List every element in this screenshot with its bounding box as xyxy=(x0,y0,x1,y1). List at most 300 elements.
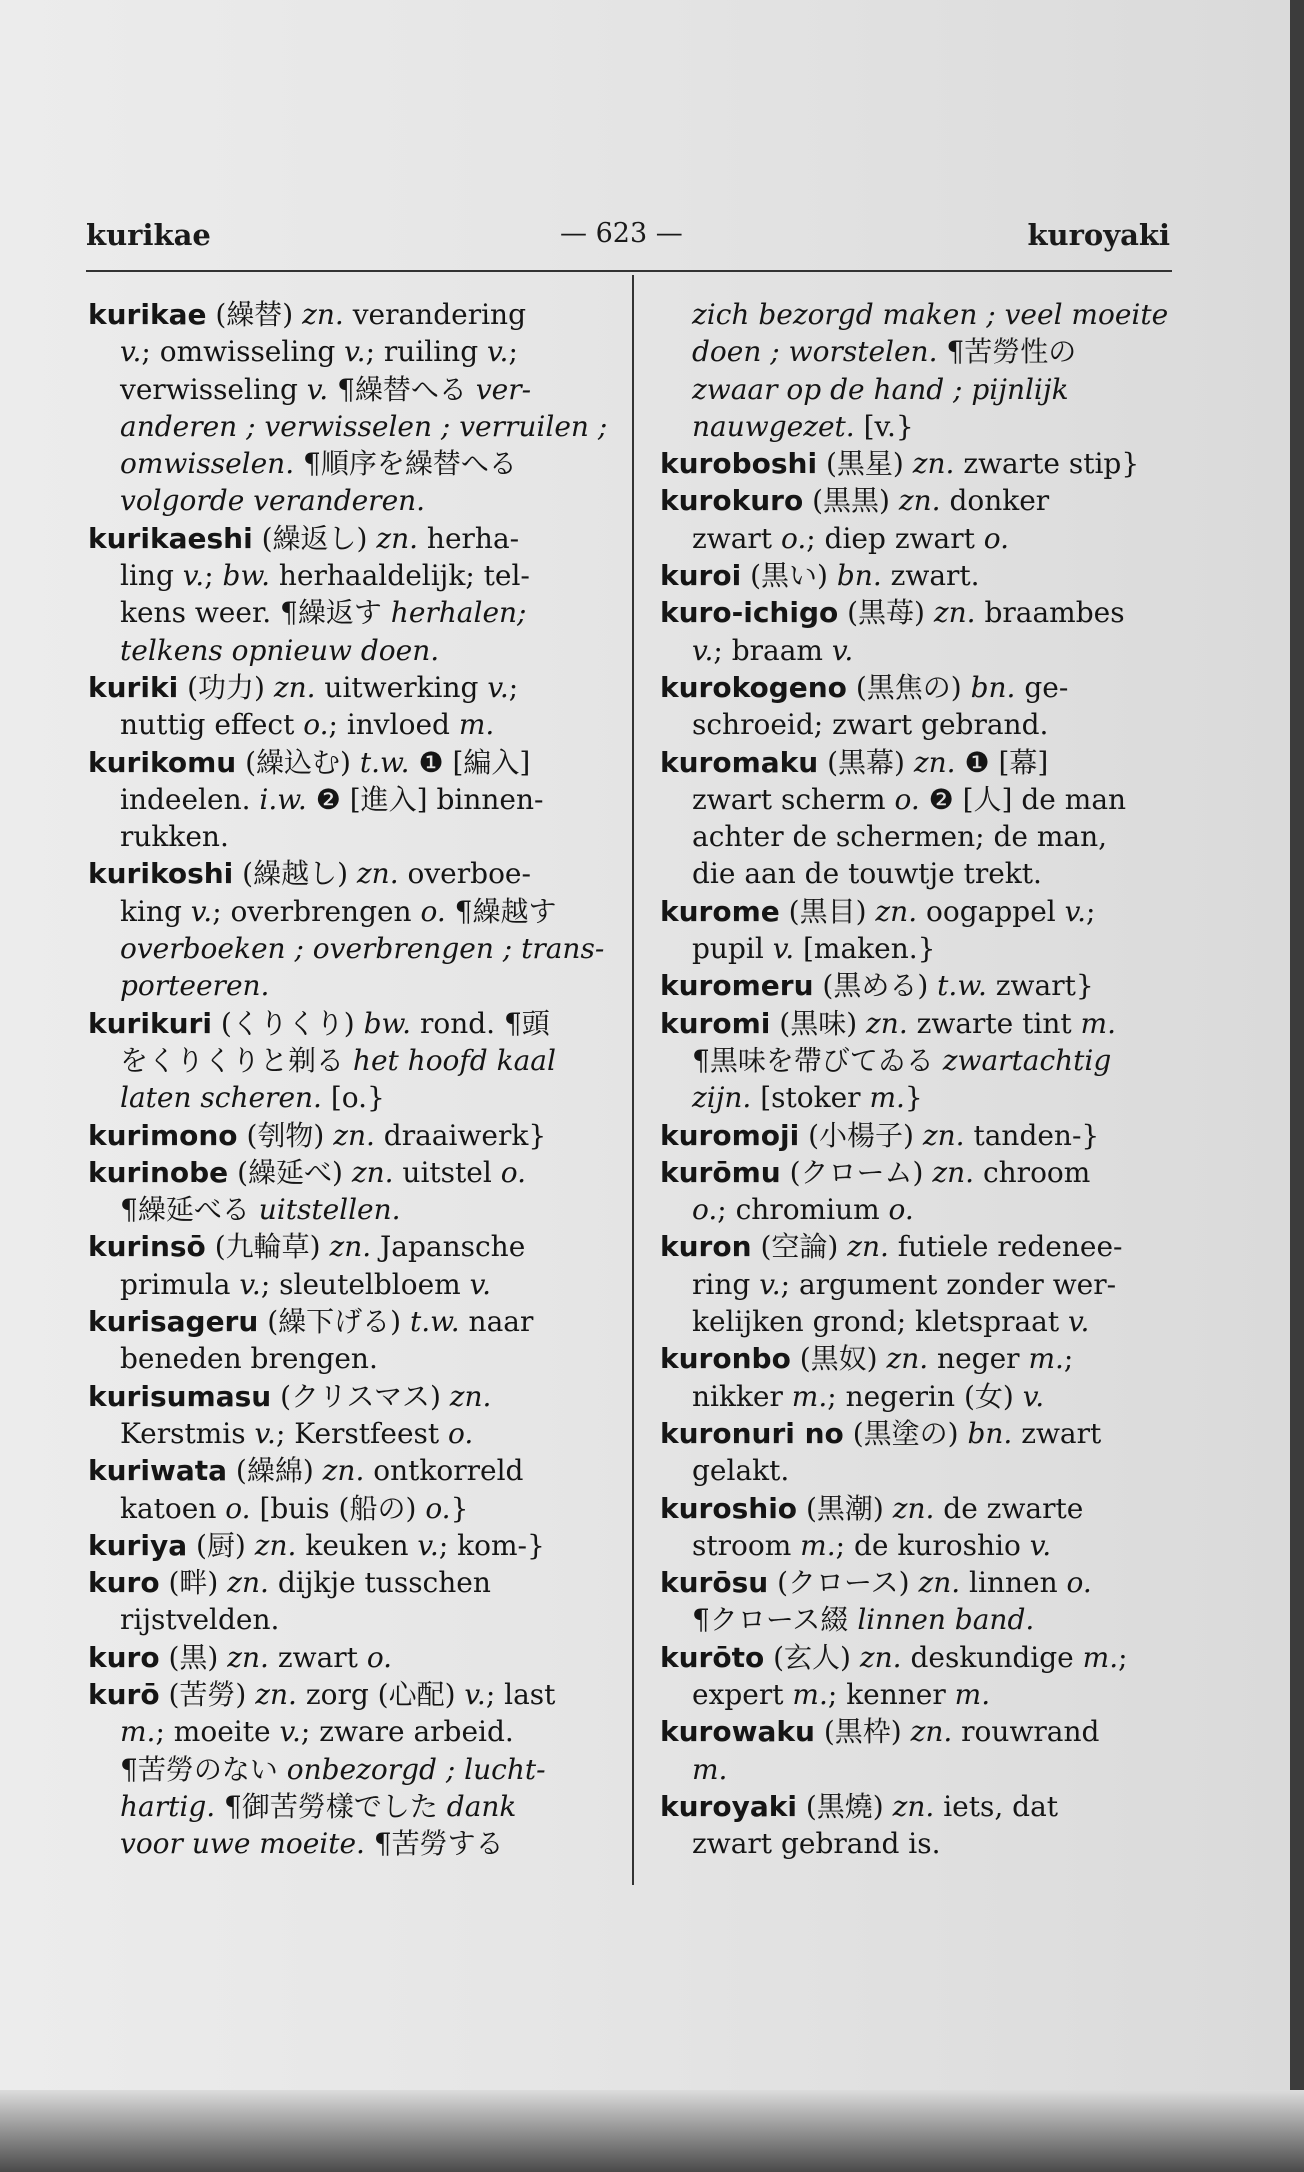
entry-text: chroom xyxy=(974,1155,1091,1189)
italic-text: m. xyxy=(458,708,495,742)
italic-text: bn. xyxy=(967,1416,1013,1450)
entry-text: (黒苺) xyxy=(838,596,934,630)
entry-text: ; overbrengen xyxy=(212,894,421,928)
entry-text: ❷ [進入] binnen- xyxy=(306,782,544,816)
entry-text: zwart scherm xyxy=(692,782,895,816)
italic-text: zn. xyxy=(847,1230,889,1264)
entry-text: (畔) xyxy=(159,1566,228,1600)
entry-text: ¶苦勞のない xyxy=(120,1752,287,1786)
headword: kurikuri xyxy=(88,1006,212,1040)
entry-text: herha- xyxy=(418,521,520,555)
entry-text: ¶クロース綴 xyxy=(692,1603,858,1637)
entry-continuation-line xyxy=(660,818,1180,855)
italic-text: t.w. xyxy=(359,745,410,779)
entry-continuation-line xyxy=(660,632,1180,669)
entry-text: ; braam xyxy=(713,633,832,667)
headword: kuriya xyxy=(88,1528,188,1562)
italic-text: v. xyxy=(831,633,854,667)
headword: kurikomu xyxy=(88,745,237,779)
italic-text: zn. xyxy=(866,1006,908,1040)
entry-text: zwarte stip} xyxy=(954,447,1140,481)
entry-text: expert xyxy=(692,1677,793,1711)
entry-continuation-line xyxy=(660,520,1180,557)
entry-text: (くりくり) xyxy=(211,1006,364,1040)
entry-text: zwart xyxy=(692,521,781,555)
right-column xyxy=(660,296,1180,1862)
headword: kuro xyxy=(88,1566,160,1600)
entry-text: (黒) xyxy=(159,1640,228,1674)
entry-text: ; xyxy=(1118,1640,1128,1674)
headword: kurikaeshi xyxy=(88,521,253,555)
entry-text: (黒星) xyxy=(817,447,913,481)
entry-continuation-line xyxy=(660,1303,1180,1340)
entry-line xyxy=(88,1005,613,1042)
entry-text: king xyxy=(120,894,191,928)
entry-text: ; xyxy=(508,670,519,704)
entry-text: (黒燒) xyxy=(796,1789,893,1823)
entry-text: ¶黒味を帶びてゐる xyxy=(692,1043,943,1077)
entry-line xyxy=(660,893,1180,930)
italic-text: zn. xyxy=(322,1454,365,1488)
italic-text: o. xyxy=(888,1193,914,1227)
entry-text: (繰延べ) xyxy=(228,1155,352,1189)
entry-text: ; xyxy=(508,335,518,369)
entry-text: nikker xyxy=(692,1379,792,1413)
entry-text: rouwrand xyxy=(952,1715,1100,1749)
entry-continuation-line xyxy=(88,1825,613,1862)
italic-text: omwisselen. xyxy=(120,447,295,481)
italic-text: het hoofd kaal xyxy=(352,1043,556,1077)
entry-text: (繰越し) xyxy=(233,857,357,891)
entry-line xyxy=(660,1154,1180,1191)
entry-text: (クリスマス) xyxy=(271,1379,450,1413)
entry-text: Kerstmis xyxy=(120,1416,255,1450)
entry-text: ¶繰越す xyxy=(445,894,557,928)
italic-text: m. xyxy=(869,1081,905,1115)
entry-text: katoen xyxy=(120,1491,226,1525)
headword: kurinobe xyxy=(88,1155,229,1189)
entry-text: ; ruiling xyxy=(365,335,488,369)
italic-text: v. xyxy=(772,932,795,966)
entry-text: neger xyxy=(928,1342,1029,1376)
entry-line xyxy=(660,1639,1180,1676)
entry-text: (黒黒) xyxy=(803,484,899,518)
entry-line xyxy=(660,1788,1180,1825)
headword: kurōmu xyxy=(660,1155,781,1189)
entry-continuation-line xyxy=(88,1042,613,1079)
entry-text: iets, dat xyxy=(934,1789,1059,1823)
entry-text: ; sleutelbloem xyxy=(260,1267,470,1301)
entry-continuation-line xyxy=(660,1266,1180,1303)
entry-text: uitwerking xyxy=(315,670,488,704)
entry-continuation-line xyxy=(660,408,1180,445)
italic-text: o. xyxy=(225,1491,251,1525)
entry-continuation-line xyxy=(660,1527,1180,1564)
entry-line xyxy=(660,1490,1180,1527)
entry-continuation-line xyxy=(660,855,1180,892)
italic-text: v. xyxy=(1064,894,1087,928)
entry-line xyxy=(88,520,613,557)
italic-text: o. xyxy=(303,708,329,742)
entry-text: (黒める) xyxy=(813,969,938,1003)
entry-continuation-line xyxy=(88,482,613,519)
entry-text: ; moeite xyxy=(155,1715,280,1749)
headword: kuronuri no xyxy=(660,1416,844,1450)
entry-continuation-line xyxy=(88,632,613,669)
entry-text: zwart} xyxy=(986,969,1094,1003)
entry-line xyxy=(660,967,1180,1004)
entry-continuation-line xyxy=(88,1266,613,1303)
entry-text: } xyxy=(450,1491,469,1525)
italic-text: zn. xyxy=(918,1566,961,1600)
italic-text: v. xyxy=(1022,1379,1045,1413)
page-number: — 623 — xyxy=(560,218,683,249)
entry-continuation-line xyxy=(88,1601,613,1638)
italic-text: v. xyxy=(1029,1528,1052,1562)
entry-text: (黒枠) xyxy=(814,1715,911,1749)
headword: kuromoji xyxy=(660,1118,800,1152)
entry-text: stroom xyxy=(692,1528,801,1562)
entry-text: nuttig effect xyxy=(120,708,304,742)
entry-line xyxy=(660,445,1180,482)
headword: kurokogeno xyxy=(660,670,847,704)
entry-text: ; argument zonder wer- xyxy=(780,1267,1117,1301)
entry-line xyxy=(660,1340,1180,1377)
entry-continuation-line xyxy=(88,1788,613,1825)
entry-line xyxy=(660,744,1180,781)
entry-text: (繰下げる) xyxy=(258,1305,410,1339)
entry-text: naar xyxy=(459,1305,534,1339)
entry-continuation-line xyxy=(660,1825,1180,1862)
entry-text: ; chromium xyxy=(717,1193,889,1227)
headword: kuron xyxy=(660,1230,752,1264)
entry-text: uitstel xyxy=(393,1155,501,1189)
headword: kurimono xyxy=(88,1118,238,1152)
italic-text: dank xyxy=(446,1789,517,1823)
headword: kuroboshi xyxy=(660,447,818,481)
entry-text: ¶御苦勞樣でした xyxy=(215,1789,447,1823)
entry-text: ; kenner xyxy=(827,1677,955,1711)
entry-text: [v.} xyxy=(854,409,914,443)
entry-line xyxy=(88,1117,613,1154)
entry-text: ❶ [編入] xyxy=(409,745,531,779)
entry-line xyxy=(88,1154,613,1191)
entry-text: braambes xyxy=(975,596,1125,630)
entry-continuation-line xyxy=(88,408,613,445)
italic-text: zn. xyxy=(227,1566,269,1600)
headword: kurikae xyxy=(88,298,207,331)
italic-text: zn. xyxy=(912,447,955,481)
italic-text: porteeren. xyxy=(120,969,270,1003)
entry-text: keuken xyxy=(296,1528,418,1562)
italic-text: hartig. xyxy=(120,1789,216,1823)
headword: kurisageru xyxy=(88,1305,259,1339)
header-last-word: kuroyaki xyxy=(1027,218,1170,252)
entry-text: [o.} xyxy=(321,1081,385,1115)
italic-text: o. xyxy=(780,521,807,555)
entry-text: kens weer. ¶繰返す xyxy=(120,596,391,630)
italic-text: bw. xyxy=(222,559,270,593)
entry-text: ; Kerstfeest xyxy=(275,1416,449,1450)
entry-continuation-line xyxy=(660,781,1180,818)
entry-text: verandering xyxy=(343,298,527,331)
italic-text: zn. xyxy=(356,857,399,891)
headword: kurome xyxy=(660,894,780,928)
entry-continuation-line xyxy=(88,781,613,818)
italic-text: zn. xyxy=(254,1528,297,1562)
headword: kurokuro xyxy=(660,484,804,518)
entry-text: ring xyxy=(692,1267,760,1301)
italic-text: m. xyxy=(954,1677,991,1711)
entry-text: (黒目) xyxy=(779,894,876,928)
entry-text: donker xyxy=(940,484,1050,518)
entry-continuation-line xyxy=(660,333,1180,370)
italic-text: v. xyxy=(692,633,714,667)
headword: kurō xyxy=(88,1677,160,1711)
italic-text: v. xyxy=(487,335,509,369)
entry-continuation-line xyxy=(660,1751,1180,1788)
entry-text: ¶順序を繰替へる xyxy=(294,447,517,481)
italic-text: m. xyxy=(1080,1006,1116,1040)
italic-text: v. xyxy=(120,335,142,369)
italic-text: telkens opnieuw doen. xyxy=(120,633,440,667)
entry-text: をくりくりと剃る xyxy=(120,1043,353,1077)
entry-continuation-line xyxy=(88,445,613,482)
entry-text: achter de schermen; de man, xyxy=(692,820,1108,854)
headword: kuromeru xyxy=(660,969,814,1003)
entry-continuation-line xyxy=(88,557,613,594)
entry-line xyxy=(88,1639,613,1676)
entry-continuation-line xyxy=(88,893,613,930)
headword: kurōto xyxy=(660,1640,765,1674)
italic-text: o. xyxy=(1066,1566,1092,1600)
entry-text: ge- xyxy=(1015,670,1069,704)
entry-line xyxy=(660,1415,1180,1452)
entry-text: (繰返し) xyxy=(252,521,377,555)
italic-text: t.w. xyxy=(409,1305,460,1339)
entry-text: ; xyxy=(1063,1342,1074,1376)
italic-text: m. xyxy=(1082,1640,1119,1674)
entry-continuation-line xyxy=(88,1713,613,1750)
italic-text: o. xyxy=(420,894,446,928)
entry-line xyxy=(88,855,613,892)
italic-text: zn. xyxy=(913,745,956,779)
entry-line xyxy=(88,744,613,781)
italic-text: v. xyxy=(279,1715,301,1749)
italic-text: o. xyxy=(366,1640,393,1674)
entry-line xyxy=(88,669,613,706)
entry-text: ling xyxy=(120,559,183,593)
italic-text: m. xyxy=(792,1677,828,1711)
italic-text: v. xyxy=(1068,1305,1090,1339)
italic-text: linnen band. xyxy=(857,1603,1035,1637)
entry-text: (小楊子) xyxy=(799,1118,923,1152)
italic-text: m. xyxy=(800,1528,836,1562)
entry-line xyxy=(88,296,613,333)
headword: kurisumasu xyxy=(88,1379,272,1413)
italic-text: overboeken ; overbrengen ; trans- xyxy=(120,932,605,966)
entry-line xyxy=(660,1713,1180,1750)
italic-text: i.w. xyxy=(259,782,307,816)
entry-continuation-line xyxy=(660,1079,1180,1116)
headword: kurowaku xyxy=(660,1715,815,1749)
headword: kurinsō xyxy=(88,1230,206,1264)
italic-text: zich bezorgd maken ; veel moeite xyxy=(692,298,1169,331)
entry-continuation-line xyxy=(88,1191,613,1228)
entry-text: verwisseling xyxy=(120,372,307,406)
entry-continuation-line xyxy=(88,371,613,408)
italic-text: nauwgezet. xyxy=(692,409,855,443)
entry-text: (空論) xyxy=(751,1230,848,1264)
entry-text: ; negerin (女) xyxy=(827,1379,1023,1413)
entry-text: tanden-} xyxy=(964,1118,1100,1152)
entry-text: (厨) xyxy=(187,1528,255,1562)
italic-text: v. xyxy=(487,670,509,704)
headword: kuroyaki xyxy=(660,1789,797,1823)
entry-line xyxy=(660,594,1180,631)
italic-text: zn. xyxy=(932,1155,975,1189)
italic-text: zn. xyxy=(892,1491,935,1525)
italic-text: zn. xyxy=(933,596,976,630)
entry-text: ; kom-} xyxy=(438,1528,545,1562)
headword: kuro-ichigo xyxy=(660,596,839,630)
entry-continuation-line xyxy=(88,1490,613,1527)
entry-text: die aan de touwtje trekt. xyxy=(692,857,1042,891)
italic-text: o. xyxy=(500,1155,526,1189)
entry-continuation-line xyxy=(660,930,1180,967)
entry-continuation-line xyxy=(660,1191,1180,1228)
italic-text: zn. xyxy=(302,298,344,331)
entry-continuation-line xyxy=(88,706,613,743)
entry-text: ; xyxy=(1086,894,1096,928)
entry-text: ; de kuroshio xyxy=(835,1528,1030,1562)
entry-text: zwart gebrand is. xyxy=(692,1827,941,1861)
entry-text: ¶苦勞する xyxy=(364,1827,504,1861)
entry-continuation-line xyxy=(88,594,613,631)
italic-text: zn. xyxy=(875,894,918,928)
entry-continuation-line xyxy=(660,706,1180,743)
italic-text: doen ; worstelen. xyxy=(692,335,938,369)
entry-text: ❷ [人] de man xyxy=(919,782,1127,816)
italic-text: zn. xyxy=(329,1230,372,1264)
header-rule xyxy=(86,270,1172,272)
entry-text: rond. ¶頭 xyxy=(411,1006,550,1040)
entry-text: (黒塗の) xyxy=(843,1416,968,1450)
entry-text: ¶苦勞性の xyxy=(937,335,1077,369)
entry-text: [buis (船の) xyxy=(250,1491,426,1525)
italic-text: o. xyxy=(448,1416,474,1450)
entry-text: (玄人) xyxy=(764,1640,860,1674)
entry-text: (九輪草) xyxy=(205,1230,330,1264)
headword: kurikoshi xyxy=(88,857,234,891)
italic-text: v. xyxy=(417,1528,439,1562)
entry-text: ; invloed xyxy=(328,708,459,742)
italic-text: anderen ; verwisselen ; verruilen ; xyxy=(120,409,608,443)
entry-line xyxy=(660,1564,1180,1601)
entry-text: zwart xyxy=(268,1640,367,1674)
entry-continuation-line xyxy=(88,930,613,967)
entry-text: herhaaldelijk; tel- xyxy=(270,559,530,593)
entry-text: rijstvelden. xyxy=(120,1603,280,1637)
entry-continuation-line xyxy=(88,1079,613,1116)
entry-text: (刳物) xyxy=(237,1118,334,1152)
entry-text: (功力) xyxy=(178,670,274,704)
headword: kuriwata xyxy=(88,1454,228,1488)
entry-text: (黒い) xyxy=(741,559,837,593)
headword: kurōsu xyxy=(660,1566,769,1600)
italic-text: zn. xyxy=(227,1640,269,1674)
entry-continuation-line xyxy=(88,967,613,1004)
entry-continuation-line xyxy=(660,1042,1180,1079)
entry-text: [maken.} xyxy=(794,932,936,966)
entry-line xyxy=(88,1527,613,1564)
entry-text: futiele redenee- xyxy=(888,1230,1123,1264)
left-column xyxy=(88,296,613,1862)
entry-continuation-line xyxy=(660,296,1180,333)
entry-text: primula xyxy=(120,1267,240,1301)
italic-text: zn. xyxy=(351,1155,394,1189)
italic-text: v. xyxy=(759,1267,781,1301)
italic-text: bn. xyxy=(970,670,1016,704)
italic-text: o. xyxy=(894,782,920,816)
italic-text: voor uwe moeite. xyxy=(120,1827,365,1861)
entry-text: oogappel xyxy=(917,894,1065,928)
entry-text: ; zware arbeid. xyxy=(300,1715,514,1749)
italic-text: onbezorgd ; lucht- xyxy=(286,1752,546,1786)
entry-line xyxy=(88,1378,613,1415)
entry-text: deskundige xyxy=(901,1640,1083,1674)
italic-text: v. xyxy=(190,894,213,928)
entry-text: beneden brengen. xyxy=(120,1342,378,1376)
entry-text: ontkorreld xyxy=(364,1454,524,1488)
entry-text: (繰綿) xyxy=(227,1454,323,1488)
page-bottom-edge xyxy=(0,2090,1304,2172)
entry-text: ; diep zwart xyxy=(806,521,984,555)
italic-text: zn. xyxy=(333,1118,375,1152)
headword: kuroshio xyxy=(660,1491,798,1525)
italic-text: v. xyxy=(464,1677,486,1711)
entry-line xyxy=(88,1564,613,1601)
entry-text: linnen xyxy=(960,1566,1067,1600)
entry-text: [stoker xyxy=(751,1081,870,1115)
entry-line xyxy=(88,1452,613,1489)
entry-text: ¶繰延べる xyxy=(120,1193,259,1227)
headword: kuroi xyxy=(660,559,742,593)
entry-line xyxy=(660,1228,1180,1265)
italic-text: v. xyxy=(239,1267,261,1301)
italic-text: v. xyxy=(344,335,366,369)
italic-text: ver- xyxy=(475,372,532,406)
entry-line xyxy=(660,1005,1180,1042)
italic-text: zn. xyxy=(910,1715,953,1749)
entry-continuation-line xyxy=(88,818,613,855)
entry-text: (苦勞) xyxy=(159,1677,256,1711)
entry-text: (クロース) xyxy=(768,1566,919,1600)
italic-text: v. xyxy=(306,372,329,406)
entry-text: kelijken grond; kletspraat xyxy=(692,1305,1069,1339)
headword: kuronbo xyxy=(660,1342,791,1376)
italic-text: zn. xyxy=(255,1677,297,1711)
headword: kuriki xyxy=(88,670,179,704)
italic-text: bn. xyxy=(836,559,882,593)
entry-text: (黒奴) xyxy=(790,1342,887,1376)
italic-text: zwaar op de hand ; pijnlijk xyxy=(692,372,1069,406)
italic-text: zn. xyxy=(898,484,941,518)
italic-text: o. xyxy=(983,521,1010,555)
italic-text: volgorde veranderen. xyxy=(120,484,426,518)
entry-text: (黒味) xyxy=(770,1006,867,1040)
entry-text: ; xyxy=(204,559,223,593)
